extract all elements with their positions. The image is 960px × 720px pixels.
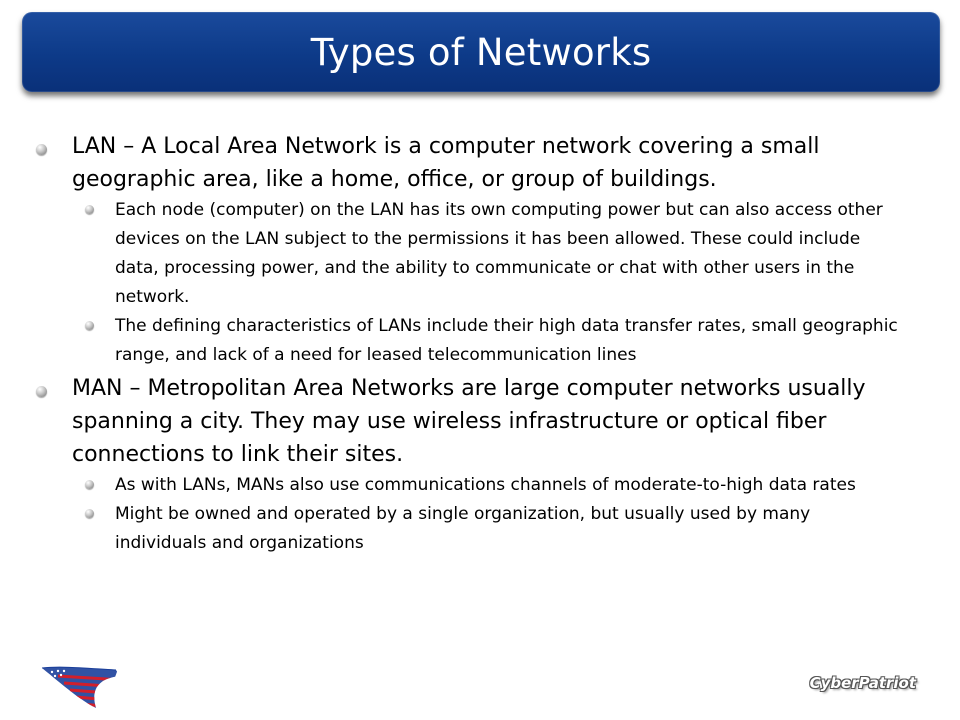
sub-bullet-dot-icon — [85, 321, 94, 330]
bullet-man — [0, 372, 960, 471]
sub-bullet-dot-icon — [85, 509, 94, 518]
bullet-dot-icon — [36, 386, 47, 397]
cyberpatriot-brand: CyberPatriot — [809, 674, 916, 692]
sub-bullet-man-ownership — [0, 500, 960, 558]
sub-bullet-lan-node — [0, 196, 960, 312]
bullet-text: MAN – Metropolitan Area Networks are large computer networks usually spanning a city. They may use wireless infrastructure or optical fiber connections to link their sites. — [72, 376, 866, 467]
flag-wing-logo-icon — [40, 658, 122, 710]
sub-bullet-dot-icon — [85, 480, 94, 489]
sub-bullet-man-rates — [0, 471, 960, 500]
title-banner — [22, 12, 940, 92]
slide-content — [0, 130, 960, 558]
bullet-text: LAN – A Local Area Network is a computer network covering a small geographic area, like a home, office, or group of buildings. — [72, 134, 820, 192]
sub-bullet-text: The defining characteristics of LANs include their high data transfer rates, small geographic range, and lack of a need for leased telecommunication lines — [115, 316, 898, 365]
sub-bullet-dot-icon — [85, 205, 94, 214]
slide-title: Types of Networks — [310, 30, 652, 74]
sub-bullet-text: Might be owned and operated by a single organization, but usually used by many individuals and organizations — [115, 504, 811, 553]
bullet-dot-icon — [36, 144, 47, 155]
sub-bullet-lan-characteristics — [0, 312, 960, 370]
sub-bullet-text: As with LANs, MANs also use communications channels of moderate-to-high data rates — [115, 475, 856, 495]
sub-bullet-text: Each node (computer) on the LAN has its own computing power but can also access other devices on the LAN subject to the permissions it has been allowed. These could include data, processing power, and the ability to communicate or chat with other users in the network. — [115, 200, 883, 307]
bullet-lan — [0, 130, 960, 196]
